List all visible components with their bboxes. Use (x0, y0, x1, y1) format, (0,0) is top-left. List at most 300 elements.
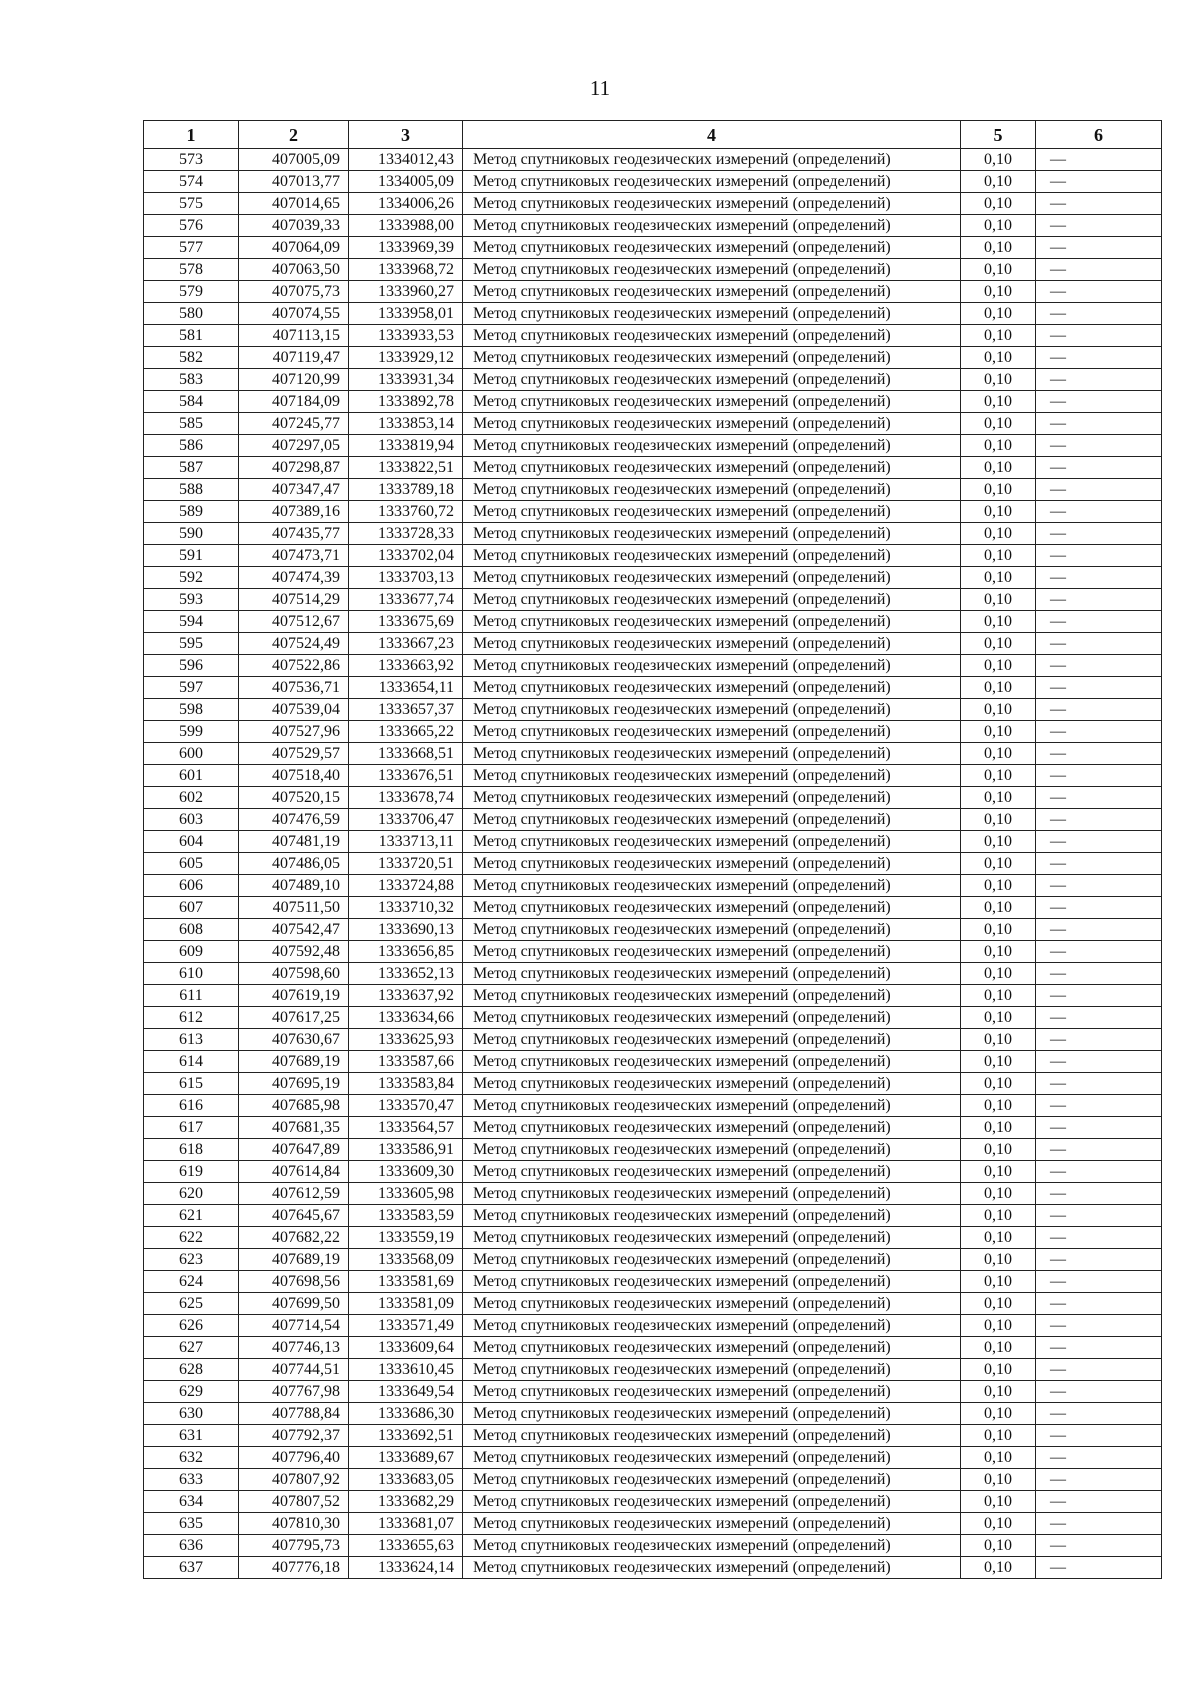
y-coordinate-cell: 1333634,66 (349, 1007, 463, 1029)
note-cell: — (1036, 897, 1162, 919)
x-coordinate-cell: 407542,47 (239, 919, 349, 941)
x-coordinate-cell: 407064,09 (239, 237, 349, 259)
table-row (144, 1271, 1162, 1293)
point-number-cell: 616 (144, 1095, 239, 1117)
x-coordinate-cell: 407536,71 (239, 677, 349, 699)
y-coordinate-cell: 1333655,63 (349, 1535, 463, 1557)
note-cell: — (1036, 655, 1162, 677)
y-coordinate-cell: 1333624,14 (349, 1557, 463, 1579)
y-coordinate-cell: 1334005,09 (349, 171, 463, 193)
accuracy-cell: 0,10 (961, 1249, 1036, 1271)
note-cell: — (1036, 1557, 1162, 1579)
column-header: 5 (961, 121, 1036, 149)
x-coordinate-cell: 407614,84 (239, 1161, 349, 1183)
note-cell: — (1036, 721, 1162, 743)
method-cell: Метод спутниковых геодезических измерений (определений) (463, 721, 961, 743)
method-cell: Метод спутниковых геодезических измерений (определений) (463, 567, 961, 589)
x-coordinate-cell: 407685,98 (239, 1095, 349, 1117)
y-coordinate-cell: 1333720,51 (349, 853, 463, 875)
y-coordinate-cell: 1333581,09 (349, 1293, 463, 1315)
table-row (144, 743, 1162, 765)
method-cell: Метод спутниковых геодезических измерений (определений) (463, 523, 961, 545)
point-number-cell: 629 (144, 1381, 239, 1403)
accuracy-cell: 0,10 (961, 1447, 1036, 1469)
accuracy-cell: 0,10 (961, 1117, 1036, 1139)
point-number-cell: 620 (144, 1183, 239, 1205)
point-number-cell: 615 (144, 1073, 239, 1095)
x-coordinate-cell: 407389,16 (239, 501, 349, 523)
method-cell: Метод спутниковых геодезических измерений (определений) (463, 765, 961, 787)
method-cell: Метод спутниковых геодезических измерений (определений) (463, 435, 961, 457)
method-cell: Метод спутниковых геодезических измерений (определений) (463, 347, 961, 369)
table-row (144, 1381, 1162, 1403)
method-cell: Метод спутниковых геодезических измерений (определений) (463, 1469, 961, 1491)
point-number-cell: 583 (144, 369, 239, 391)
point-number-cell: 608 (144, 919, 239, 941)
y-coordinate-cell: 1333681,07 (349, 1513, 463, 1535)
method-cell: Метод спутниковых геодезических измерений (определений) (463, 985, 961, 1007)
method-cell: Метод спутниковых геодезических измерений (определений) (463, 831, 961, 853)
y-coordinate-cell: 1333654,11 (349, 677, 463, 699)
method-cell: Метод спутниковых геодезических измерений (определений) (463, 1095, 961, 1117)
x-coordinate-cell: 407647,89 (239, 1139, 349, 1161)
y-coordinate-cell: 1333853,14 (349, 413, 463, 435)
point-number-cell: 614 (144, 1051, 239, 1073)
accuracy-cell: 0,10 (961, 523, 1036, 545)
x-coordinate-cell: 407522,86 (239, 655, 349, 677)
note-cell: — (1036, 457, 1162, 479)
table-row (144, 809, 1162, 831)
note-cell: — (1036, 479, 1162, 501)
table-row (144, 457, 1162, 479)
accuracy-cell: 0,10 (961, 1095, 1036, 1117)
accuracy-cell: 0,10 (961, 215, 1036, 237)
y-coordinate-cell: 1333728,33 (349, 523, 463, 545)
accuracy-cell: 0,10 (961, 435, 1036, 457)
table-row (144, 1469, 1162, 1491)
accuracy-cell: 0,10 (961, 1557, 1036, 1579)
accuracy-cell: 0,10 (961, 347, 1036, 369)
page-number: 11 (589, 76, 611, 100)
y-coordinate-cell: 1333667,23 (349, 633, 463, 655)
method-cell: Метод спутниковых геодезических измерений (определений) (463, 457, 961, 479)
point-number-cell: 589 (144, 501, 239, 523)
table-row (144, 545, 1162, 567)
method-cell: Метод спутниковых геодезических измерений (определений) (463, 1425, 961, 1447)
table-header-row (144, 121, 1162, 149)
x-coordinate-cell: 407746,13 (239, 1337, 349, 1359)
method-cell: Метод спутниковых геодезических измерений (определений) (463, 171, 961, 193)
method-cell: Метод спутниковых геодезических измерений (определений) (463, 1007, 961, 1029)
table-row (144, 1293, 1162, 1315)
y-coordinate-cell: 1334012,43 (349, 149, 463, 171)
y-coordinate-cell: 1333581,69 (349, 1271, 463, 1293)
accuracy-cell: 0,10 (961, 1205, 1036, 1227)
accuracy-cell: 0,10 (961, 1161, 1036, 1183)
method-cell: Метод спутниковых геодезических измерений (определений) (463, 787, 961, 809)
method-cell: Метод спутниковых геодезических измерений (определений) (463, 699, 961, 721)
point-number-cell: 574 (144, 171, 239, 193)
y-coordinate-cell: 1333713,11 (349, 831, 463, 853)
note-cell: — (1036, 743, 1162, 765)
table-row (144, 523, 1162, 545)
x-coordinate-cell: 407795,73 (239, 1535, 349, 1557)
x-coordinate-cell: 407347,47 (239, 479, 349, 501)
method-cell: Метод спутниковых геодезических измерений (определений) (463, 1359, 961, 1381)
y-coordinate-cell: 1333678,74 (349, 787, 463, 809)
table-row (144, 1051, 1162, 1073)
accuracy-cell: 0,10 (961, 1359, 1036, 1381)
accuracy-cell: 0,10 (961, 1271, 1036, 1293)
table-row (144, 677, 1162, 699)
method-cell: Метод спутниковых геодезических измерений (определений) (463, 1205, 961, 1227)
x-coordinate-cell: 407518,40 (239, 765, 349, 787)
note-cell: — (1036, 1491, 1162, 1513)
y-coordinate-cell: 1333609,30 (349, 1161, 463, 1183)
x-coordinate-cell: 407511,50 (239, 897, 349, 919)
x-coordinate-cell: 407689,19 (239, 1051, 349, 1073)
point-number-cell: 636 (144, 1535, 239, 1557)
y-coordinate-cell: 1333665,22 (349, 721, 463, 743)
point-number-cell: 605 (144, 853, 239, 875)
accuracy-cell: 0,10 (961, 985, 1036, 1007)
accuracy-cell: 0,10 (961, 765, 1036, 787)
y-coordinate-cell: 1333677,74 (349, 589, 463, 611)
method-cell: Метод спутниковых геодезических измерений (определений) (463, 1557, 961, 1579)
x-coordinate-cell: 407617,25 (239, 1007, 349, 1029)
y-coordinate-cell: 1333610,45 (349, 1359, 463, 1381)
table-row (144, 787, 1162, 809)
x-coordinate-cell: 407645,67 (239, 1205, 349, 1227)
accuracy-cell: 0,10 (961, 369, 1036, 391)
accuracy-cell: 0,10 (961, 743, 1036, 765)
method-cell: Метод спутниковых геодезических измерений (определений) (463, 1249, 961, 1271)
x-coordinate-cell: 407698,56 (239, 1271, 349, 1293)
y-coordinate-cell: 1333760,72 (349, 501, 463, 523)
accuracy-cell: 0,10 (961, 1403, 1036, 1425)
point-number-cell: 603 (144, 809, 239, 831)
x-coordinate-cell: 407767,98 (239, 1381, 349, 1403)
table-row (144, 1161, 1162, 1183)
point-number-cell: 612 (144, 1007, 239, 1029)
point-number-cell: 584 (144, 391, 239, 413)
accuracy-cell: 0,10 (961, 831, 1036, 853)
x-coordinate-cell: 407298,87 (239, 457, 349, 479)
method-cell: Метод спутниковых геодезических измерений (определений) (463, 1029, 961, 1051)
x-coordinate-cell: 407539,04 (239, 699, 349, 721)
x-coordinate-cell: 407714,54 (239, 1315, 349, 1337)
accuracy-cell: 0,10 (961, 1315, 1036, 1337)
note-cell: — (1036, 523, 1162, 545)
note-cell: — (1036, 1315, 1162, 1337)
note-cell: — (1036, 1249, 1162, 1271)
note-cell: — (1036, 919, 1162, 941)
point-number-cell: 606 (144, 875, 239, 897)
x-coordinate-cell: 407744,51 (239, 1359, 349, 1381)
accuracy-cell: 0,10 (961, 149, 1036, 171)
note-cell: — (1036, 1139, 1162, 1161)
y-coordinate-cell: 1333587,66 (349, 1051, 463, 1073)
x-coordinate-cell: 407810,30 (239, 1513, 349, 1535)
table-row (144, 281, 1162, 303)
point-number-cell: 623 (144, 1249, 239, 1271)
y-coordinate-cell: 1333689,67 (349, 1447, 463, 1469)
point-number-cell: 617 (144, 1117, 239, 1139)
point-number-cell: 627 (144, 1337, 239, 1359)
accuracy-cell: 0,10 (961, 963, 1036, 985)
y-coordinate-cell: 1333656,85 (349, 941, 463, 963)
accuracy-cell: 0,10 (961, 1469, 1036, 1491)
accuracy-cell: 0,10 (961, 391, 1036, 413)
table-row (144, 765, 1162, 787)
method-cell: Метод спутниковых геодезических измерений (определений) (463, 479, 961, 501)
table-row (144, 875, 1162, 897)
table-row (144, 699, 1162, 721)
y-coordinate-cell: 1333583,59 (349, 1205, 463, 1227)
note-cell: — (1036, 765, 1162, 787)
table-row (144, 1029, 1162, 1051)
accuracy-cell: 0,10 (961, 413, 1036, 435)
note-cell: — (1036, 985, 1162, 1007)
method-cell: Метод спутниковых геодезических измерений (определений) (463, 1535, 961, 1557)
point-number-cell: 590 (144, 523, 239, 545)
table-row (144, 1205, 1162, 1227)
note-cell: — (1036, 831, 1162, 853)
y-coordinate-cell: 1333969,39 (349, 237, 463, 259)
y-coordinate-cell: 1333668,51 (349, 743, 463, 765)
method-cell: Метод спутниковых геодезических измерений (определений) (463, 1161, 961, 1183)
note-cell: — (1036, 1183, 1162, 1205)
accuracy-cell: 0,10 (961, 1381, 1036, 1403)
method-cell: Метод спутниковых геодезических измерений (определений) (463, 149, 961, 171)
method-cell: Метод спутниковых геодезических измерений (определений) (463, 1051, 961, 1073)
table-row (144, 1117, 1162, 1139)
y-coordinate-cell: 1333929,12 (349, 347, 463, 369)
point-number-cell: 621 (144, 1205, 239, 1227)
y-coordinate-cell: 1333570,47 (349, 1095, 463, 1117)
table-row (144, 303, 1162, 325)
method-cell: Метод спутниковых геодезических измерений (определений) (463, 919, 961, 941)
table-row (144, 1557, 1162, 1579)
accuracy-cell: 0,10 (961, 567, 1036, 589)
point-number-cell: 581 (144, 325, 239, 347)
point-number-cell: 587 (144, 457, 239, 479)
accuracy-cell: 0,10 (961, 1293, 1036, 1315)
point-number-cell: 595 (144, 633, 239, 655)
method-cell: Метод спутниковых геодезических измерений (определений) (463, 809, 961, 831)
y-coordinate-cell: 1333706,47 (349, 809, 463, 831)
method-cell: Метод спутниковых геодезических измерений (определений) (463, 589, 961, 611)
x-coordinate-cell: 407063,50 (239, 259, 349, 281)
method-cell: Метод спутниковых геодезических измерений (определений) (463, 303, 961, 325)
note-cell: — (1036, 1007, 1162, 1029)
method-cell: Метод спутниковых геодезических измерений (определений) (463, 501, 961, 523)
note-cell: — (1036, 325, 1162, 347)
x-coordinate-cell: 407695,19 (239, 1073, 349, 1095)
accuracy-cell: 0,10 (961, 1337, 1036, 1359)
method-cell: Метод спутниковых геодезических измерений (определений) (463, 1227, 961, 1249)
table-row (144, 149, 1162, 171)
point-number-cell: 580 (144, 303, 239, 325)
point-number-cell: 575 (144, 193, 239, 215)
table-row (144, 1073, 1162, 1095)
note-cell: — (1036, 1469, 1162, 1491)
point-number-cell: 596 (144, 655, 239, 677)
x-coordinate-cell: 407689,19 (239, 1249, 349, 1271)
point-number-cell: 619 (144, 1161, 239, 1183)
point-number-cell: 599 (144, 721, 239, 743)
table-row (144, 1249, 1162, 1271)
y-coordinate-cell: 1333564,57 (349, 1117, 463, 1139)
point-number-cell: 630 (144, 1403, 239, 1425)
accuracy-cell: 0,10 (961, 1051, 1036, 1073)
x-coordinate-cell: 407807,52 (239, 1491, 349, 1513)
note-cell: — (1036, 281, 1162, 303)
accuracy-cell: 0,10 (961, 853, 1036, 875)
y-coordinate-cell: 1333690,13 (349, 919, 463, 941)
point-number-cell: 585 (144, 413, 239, 435)
note-cell: — (1036, 853, 1162, 875)
x-coordinate-cell: 407630,67 (239, 1029, 349, 1051)
table-row (144, 391, 1162, 413)
note-cell: — (1036, 149, 1162, 171)
accuracy-cell: 0,10 (961, 919, 1036, 941)
method-cell: Метод спутниковых геодезических измерений (определений) (463, 193, 961, 215)
column-header: 1 (144, 121, 239, 149)
y-coordinate-cell: 1333931,34 (349, 369, 463, 391)
note-cell: — (1036, 1403, 1162, 1425)
table-row (144, 435, 1162, 457)
table-row (144, 1007, 1162, 1029)
y-coordinate-cell: 1333663,92 (349, 655, 463, 677)
table-row (144, 1183, 1162, 1205)
x-coordinate-cell: 407486,05 (239, 853, 349, 875)
x-coordinate-cell: 407699,50 (239, 1293, 349, 1315)
note-cell: — (1036, 963, 1162, 985)
table-row (144, 963, 1162, 985)
table-row (144, 171, 1162, 193)
method-cell: Метод спутниковых геодезических измерений (определений) (463, 963, 961, 985)
table-row (144, 347, 1162, 369)
table-row (144, 479, 1162, 501)
point-number-cell: 597 (144, 677, 239, 699)
x-coordinate-cell: 407788,84 (239, 1403, 349, 1425)
x-coordinate-cell: 407297,05 (239, 435, 349, 457)
method-cell: Метод спутниковых геодезических измерений (определений) (463, 1381, 961, 1403)
table-row (144, 1315, 1162, 1337)
note-cell: — (1036, 1535, 1162, 1557)
x-coordinate-cell: 407120,99 (239, 369, 349, 391)
note-cell: — (1036, 875, 1162, 897)
point-number-cell: 573 (144, 149, 239, 171)
accuracy-cell: 0,10 (961, 1183, 1036, 1205)
point-number-cell: 576 (144, 215, 239, 237)
method-cell: Метод спутниковых геодезических измерений (определений) (463, 391, 961, 413)
x-coordinate-cell: 407481,19 (239, 831, 349, 853)
table-row (144, 633, 1162, 655)
accuracy-cell: 0,10 (961, 501, 1036, 523)
x-coordinate-cell: 407005,09 (239, 149, 349, 171)
accuracy-cell: 0,10 (961, 325, 1036, 347)
note-cell: — (1036, 1095, 1162, 1117)
method-cell: Метод спутниковых геодезических измерений (определений) (463, 1117, 961, 1139)
x-coordinate-cell: 407245,77 (239, 413, 349, 435)
method-cell: Метод спутниковых геодезических измерений (определений) (463, 1183, 961, 1205)
table-row (144, 501, 1162, 523)
accuracy-cell: 0,10 (961, 787, 1036, 809)
x-coordinate-cell: 407476,59 (239, 809, 349, 831)
method-cell: Метод спутниковых геодезических измерений (определений) (463, 655, 961, 677)
y-coordinate-cell: 1333686,30 (349, 1403, 463, 1425)
note-cell: — (1036, 1271, 1162, 1293)
point-number-cell: 634 (144, 1491, 239, 1513)
note-cell: — (1036, 1205, 1162, 1227)
y-coordinate-cell: 1333571,49 (349, 1315, 463, 1337)
y-coordinate-cell: 1333692,51 (349, 1425, 463, 1447)
x-coordinate-cell: 407512,67 (239, 611, 349, 633)
note-cell: — (1036, 1227, 1162, 1249)
accuracy-cell: 0,10 (961, 655, 1036, 677)
note-cell: — (1036, 171, 1162, 193)
accuracy-cell: 0,10 (961, 457, 1036, 479)
method-cell: Метод спутниковых геодезических измерений (определений) (463, 1337, 961, 1359)
point-number-cell: 594 (144, 611, 239, 633)
method-cell: Метод спутниковых геодезических измерений (определений) (463, 941, 961, 963)
point-number-cell: 625 (144, 1293, 239, 1315)
point-number-cell: 618 (144, 1139, 239, 1161)
x-coordinate-cell: 407119,47 (239, 347, 349, 369)
note-cell: — (1036, 1447, 1162, 1469)
note-cell: — (1036, 1381, 1162, 1403)
note-cell: — (1036, 391, 1162, 413)
y-coordinate-cell: 1333637,92 (349, 985, 463, 1007)
column-header: 3 (349, 121, 463, 149)
column-header: 2 (239, 121, 349, 149)
point-number-cell: 600 (144, 743, 239, 765)
accuracy-cell: 0,10 (961, 1227, 1036, 1249)
note-cell: — (1036, 1051, 1162, 1073)
x-coordinate-cell: 407529,57 (239, 743, 349, 765)
y-coordinate-cell: 1333892,78 (349, 391, 463, 413)
point-number-cell: 637 (144, 1557, 239, 1579)
point-number-cell: 591 (144, 545, 239, 567)
y-coordinate-cell: 1333568,09 (349, 1249, 463, 1271)
method-cell: Метод спутниковых геодезических измерений (определений) (463, 259, 961, 281)
y-coordinate-cell: 1333583,84 (349, 1073, 463, 1095)
y-coordinate-cell: 1333649,54 (349, 1381, 463, 1403)
accuracy-cell: 0,10 (961, 281, 1036, 303)
table-row (144, 919, 1162, 941)
accuracy-cell: 0,10 (961, 677, 1036, 699)
y-coordinate-cell: 1333625,93 (349, 1029, 463, 1051)
note-cell: — (1036, 1117, 1162, 1139)
method-cell: Метод спутниковых геодезических измерений (определений) (463, 875, 961, 897)
table-row (144, 985, 1162, 1007)
point-number-cell: 577 (144, 237, 239, 259)
point-number-cell: 624 (144, 1271, 239, 1293)
accuracy-cell: 0,10 (961, 545, 1036, 567)
point-number-cell: 610 (144, 963, 239, 985)
method-cell: Метод спутниковых геодезических измерений (определений) (463, 281, 961, 303)
point-number-cell: 604 (144, 831, 239, 853)
note-cell: — (1036, 567, 1162, 589)
point-number-cell: 622 (144, 1227, 239, 1249)
x-coordinate-cell: 407796,40 (239, 1447, 349, 1469)
table-row (144, 831, 1162, 853)
x-coordinate-cell: 407514,29 (239, 589, 349, 611)
y-coordinate-cell: 1333789,18 (349, 479, 463, 501)
y-coordinate-cell: 1333676,51 (349, 765, 463, 787)
